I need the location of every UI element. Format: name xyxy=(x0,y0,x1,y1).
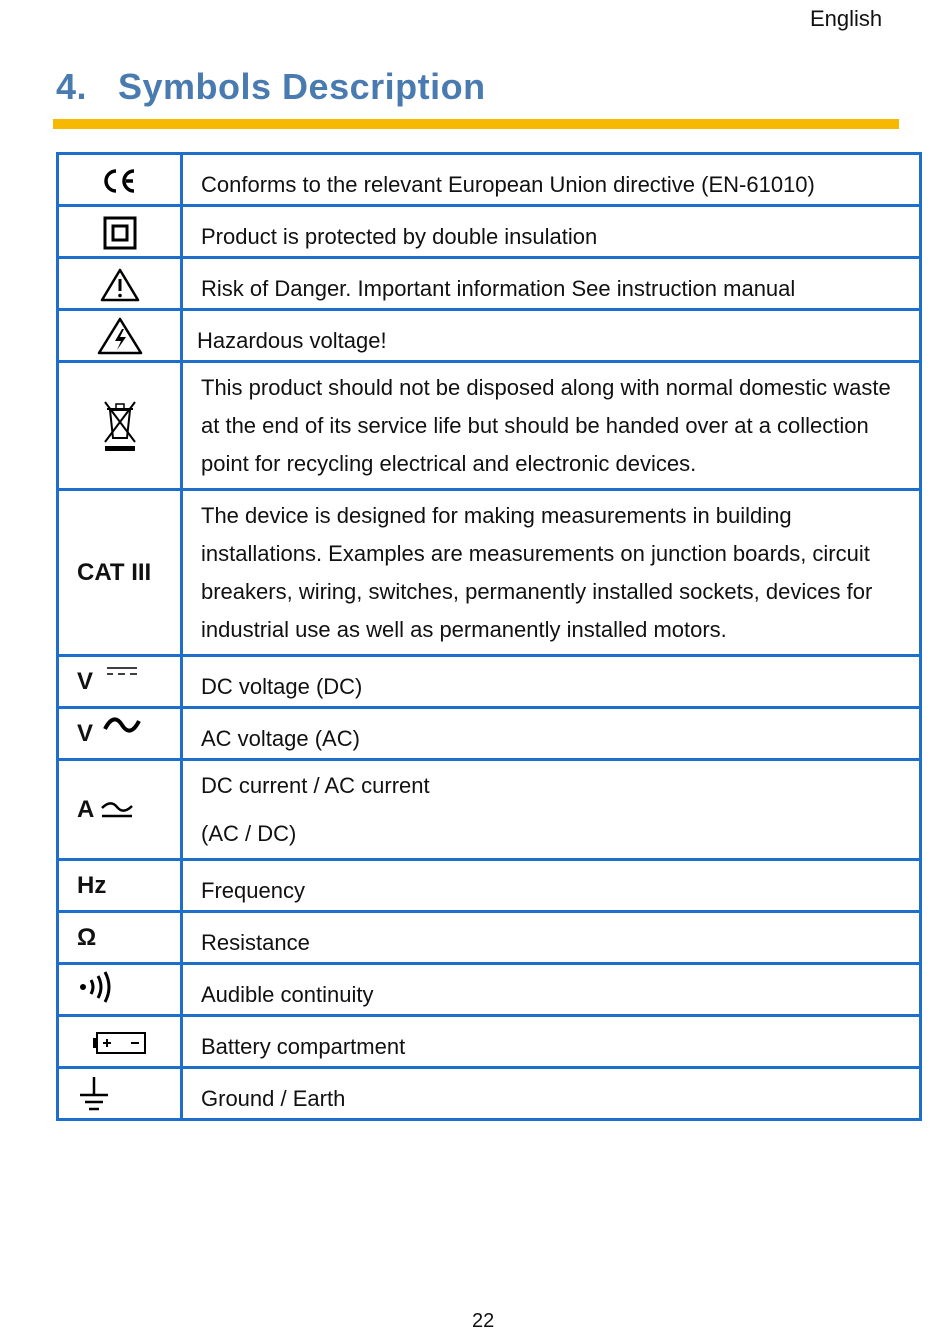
ampere-label: A xyxy=(77,795,95,823)
dc-icon xyxy=(105,663,139,683)
table-row xyxy=(58,860,921,912)
continuity-icon xyxy=(77,970,119,1004)
symbol-cell xyxy=(58,1068,182,1120)
description-cell: DC voltage (DC) xyxy=(182,656,921,708)
description-cell: AC voltage (AC) xyxy=(182,708,921,760)
symbol-cell xyxy=(58,860,182,912)
symbol-cell xyxy=(58,154,182,206)
ce-mark-icon xyxy=(100,167,140,195)
description-line: (AC / DC) xyxy=(201,820,297,846)
language-label: English xyxy=(810,6,883,31)
symbols-table xyxy=(56,152,922,1121)
heading-underline xyxy=(53,119,899,129)
table-row xyxy=(58,708,921,760)
table-row xyxy=(58,154,921,206)
description-cell: Risk of Danger. Important information See instruction manual xyxy=(182,258,921,310)
table-row xyxy=(58,656,921,708)
symbol-cell xyxy=(58,1016,182,1068)
ohm-label: Ω xyxy=(77,923,97,951)
section-title: Symbols Description xyxy=(118,66,486,107)
table-row xyxy=(58,362,921,490)
table-row xyxy=(58,760,921,860)
description-cell: Battery compartment xyxy=(182,1016,921,1068)
table-row xyxy=(58,1068,921,1120)
double-insulation-icon xyxy=(103,216,137,250)
description-cell: Product is protected by double insulation xyxy=(182,206,921,258)
warning-triangle-icon xyxy=(100,268,140,302)
weee-bin-icon xyxy=(101,398,139,454)
symbol-cell xyxy=(58,912,182,964)
symbol-cell xyxy=(58,362,182,490)
description-cell: Frequency xyxy=(182,860,921,912)
description-cell: Ground / Earth xyxy=(182,1068,921,1120)
description-cell: Conforms to the relevant European Union directive (EN-61010) xyxy=(182,154,921,206)
description-cell xyxy=(182,760,921,860)
section-heading xyxy=(56,66,486,108)
table-row xyxy=(58,912,921,964)
volt-label: V xyxy=(77,667,94,695)
high-voltage-icon xyxy=(97,317,143,355)
description-line: DC current / AC current xyxy=(201,772,430,798)
section-number: 4. xyxy=(56,66,88,107)
table-row xyxy=(58,206,921,258)
cat-iii-label: CAT III xyxy=(77,558,152,586)
ground-icon xyxy=(77,1075,111,1113)
symbol-cell xyxy=(58,656,182,708)
table-row xyxy=(58,258,921,310)
table-row xyxy=(58,310,921,362)
table-row xyxy=(58,964,921,1016)
page-number: 22 xyxy=(472,1310,495,1332)
symbol-cell xyxy=(58,206,182,258)
hertz-label: Hz xyxy=(77,871,107,899)
ac-icon xyxy=(103,715,141,739)
symbol-cell xyxy=(58,708,182,760)
table-row xyxy=(58,1016,921,1068)
battery-icon xyxy=(91,1030,149,1056)
volt-label: V xyxy=(77,719,94,747)
table-row xyxy=(58,490,921,656)
description-cell: Resistance xyxy=(182,912,921,964)
symbol-cell xyxy=(58,490,182,656)
symbol-cell xyxy=(58,964,182,1016)
symbol-cell xyxy=(58,760,182,860)
symbol-cell xyxy=(58,258,182,310)
ac-dc-icon xyxy=(100,800,134,822)
description-cell: This product should not be disposed along with normal domestic waste at the end of its service life but should be handed over at a collection point for recycling electrical and electronic devices. xyxy=(182,362,921,490)
description-cell: The device is designed for making measurements in building installations. Examples are measurements on junction boards, circuit breakers, wiring, switches, permanently installed sockets, devices for industrial use as well as permanently installed motors. xyxy=(182,490,921,656)
description-cell: Audible continuity xyxy=(182,964,921,1016)
symbol-cell xyxy=(58,310,182,362)
description-cell: Hazardous voltage! xyxy=(182,310,921,362)
